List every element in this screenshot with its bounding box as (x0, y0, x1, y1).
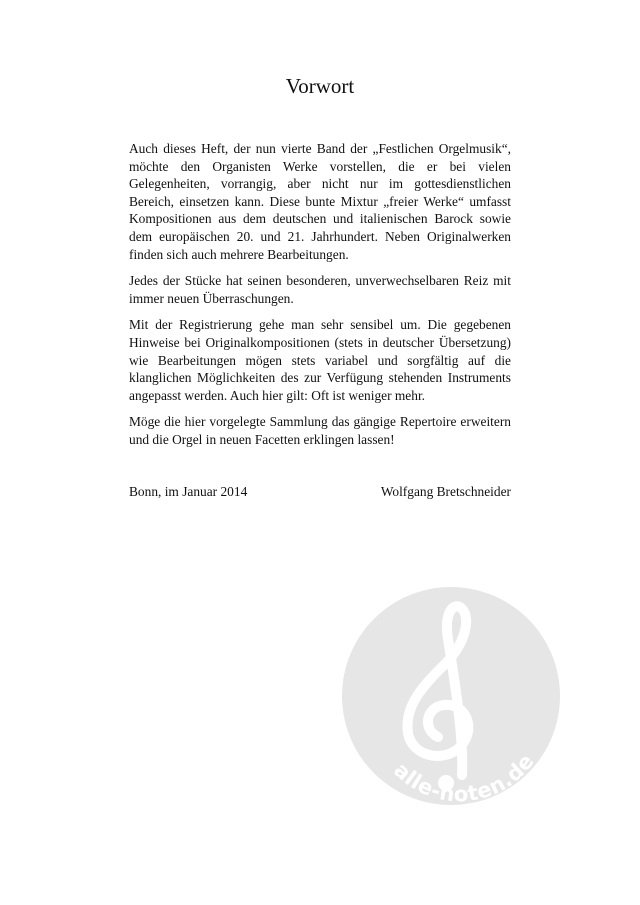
paragraph-3: Mit der Registrierung gehe man sehr sensibel um. Die gegebenen Hinweise bei Originalkompositionen (stets in deutscher Übersetzung) wie Bearbeitungen mögen stets variabel und sorgfältig auf die klanglichen Möglichkeiten des zur Verfügung stehenden Instruments angepasst werden. Auch hier gilt: Oft ist weniger mehr. (129, 317, 511, 403)
page-title: Vorwort (285, 74, 355, 98)
foreword-body (129, 140, 511, 449)
place-date: Bonn, im Januar 2014 (129, 484, 248, 499)
paragraph-2: Jedes der Stücke hat seinen besonderen, unverwechselbaren Reiz mit immer neuen Überraschungen. (129, 273, 511, 306)
author-name: Wolfgang Bretschneider (380, 484, 511, 499)
watermark-text: alle-noten.de (389, 749, 539, 805)
signature-line (129, 483, 511, 501)
paragraph-4: Möge die hier vorgelegte Sammlung das gängige Repertoire erweitern und die Orgel in neuen Facetten erklingen lassen! (129, 414, 511, 447)
watermark-logo (342, 587, 560, 805)
paragraph-1: Auch dieses Heft, der nun vierte Band der „Festlichen Orgelmusik“, möchte den Organisten Werke vorstellen, die er bei vielen Gelegenheiten, vorrangig, aber nicht nur im gottesdienstlichen Bereich, einsetzen kann. Diese bunte Mixtur „freier Werke“ umfasst Kompositionen aus dem deutschen und italienischen Barock sowie dem europäischen 20. und 21. Jahrhundert. Neben Originalwerken finden sich auch mehrere Bearbeitungen. (129, 141, 511, 262)
